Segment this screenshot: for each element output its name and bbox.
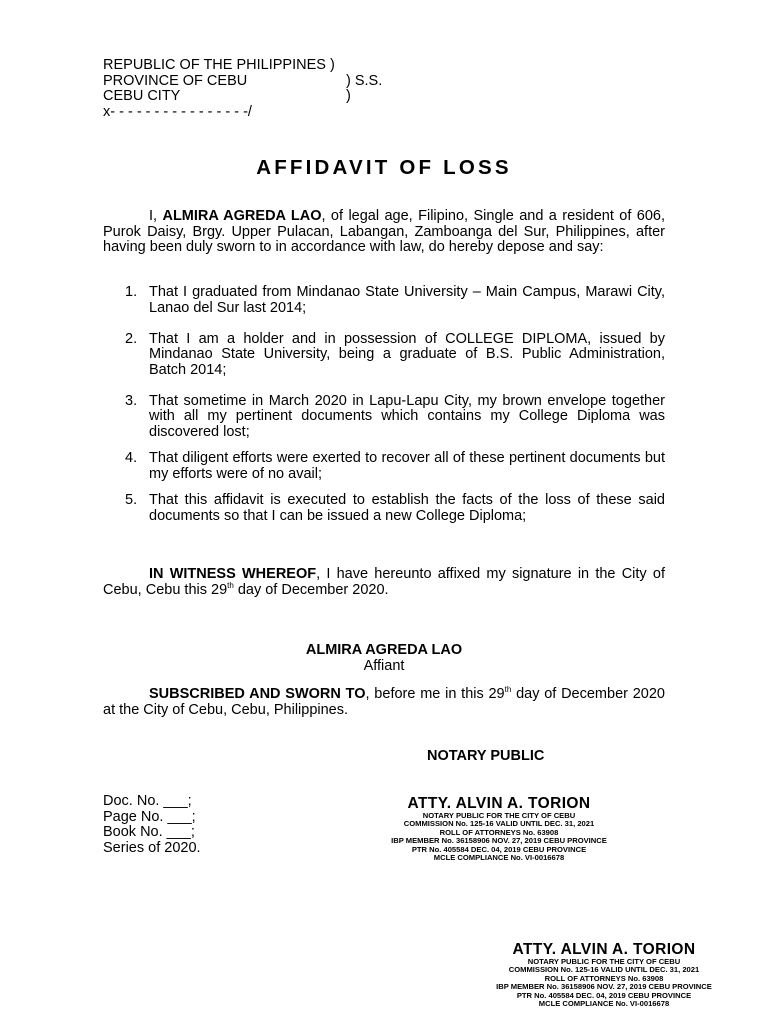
intro-paragraph: I, ALMIRA AGREDA LAO, of legal age, Filipino, Single and a resident of 606, Purok Daisy, Brgy. Upper Pulacan, Labangan, Zamboanga del Sur, Philippines, after having been duly sworn to in accordance with law, do hereby depose and say: bbox=[103, 208, 665, 255]
page-number: Page No. ___; bbox=[103, 808, 196, 825]
numbered-statements bbox=[103, 285, 665, 540]
affiant-signature-block bbox=[300, 643, 468, 674]
doc-number: Doc. No. ___; bbox=[103, 793, 192, 809]
venue-separator: x- - - - - - - - - - - - - - - -/ bbox=[103, 103, 252, 120]
venue-province: PROVINCE OF CEBU ) S.S. bbox=[103, 72, 383, 89]
notary-signature-block bbox=[363, 795, 635, 862]
statement-item: 3. That sometime in March 2020 in Lapu-Lapu City, my brown envelope together with all my pertinent documents which contains my College Diploma was discovered lost; bbox=[125, 392, 665, 440]
notary-detail-line: IBP MEMBER No. 36158906 NOV. 27, 2019 CEBU PROVINCE bbox=[391, 836, 607, 846]
book-number: Book No. ___; bbox=[103, 824, 195, 840]
notary-public-label: NOTARY PUBLIC bbox=[427, 748, 545, 764]
notary-name: ATTY. ALVIN A. TORION bbox=[407, 795, 591, 812]
notary-detail-line: IBP MEMBER No. 36158906 NOV. 27, 2019 CEBU PROVINCE bbox=[496, 982, 712, 992]
notary-detail-line: NOTARY PUBLIC FOR THE CITY OF CEBU bbox=[527, 957, 681, 966]
notary-detail-line: PTR No. 405584 DEC. 04, 2019 CEBU PROVINCE bbox=[516, 990, 692, 1000]
venue-block bbox=[103, 57, 383, 120]
notary-detail-line: MCLE COMPLIANCE No. VI-0016678 bbox=[538, 999, 670, 1009]
affiant-name: ALMIRA AGREDA LAO bbox=[305, 642, 463, 658]
affiant-role: Affiant bbox=[363, 657, 405, 674]
notary-detail-line: NOTARY PUBLIC FOR THE CITY OF CEBU bbox=[422, 811, 576, 820]
notary-detail-line: ROLL OF ATTORNEYS No. 63908 bbox=[544, 973, 664, 983]
notary-detail-line: COMMISSION No. 125-16 VALID UNTIL DEC. 31, 2021 bbox=[403, 819, 595, 829]
statement-item: 2. That I am a holder and in possession of COLLEGE DIPLOMA, issued by Mindanao State University, being a graduate of B.S. Public Administration, Batch 2014; bbox=[125, 330, 665, 378]
affiant-name-inline: ALMIRA AGREDA LAO bbox=[162, 208, 322, 224]
notary-detail-line: MCLE COMPLIANCE No. VI-0016678 bbox=[433, 853, 565, 863]
document-title: AFFIDAVIT OF LOSS bbox=[256, 156, 512, 179]
notary-signature-block-duplicate bbox=[470, 941, 738, 1008]
notary-detail-line: ROLL OF ATTORNEYS No. 63908 bbox=[439, 827, 559, 837]
jurat-paragraph: SUBSCRIBED AND SWORN TO, before me in this 29th day of December 2020 at the City of Cebu, Cebu, Philippines. bbox=[103, 685, 665, 718]
statement-item: 4. That diligent efforts were exerted to recover all of these pertinent documents but my efforts were of no avail; bbox=[125, 450, 665, 482]
venue-republic: REPUBLIC OF THE PHILIPPINES ) bbox=[103, 57, 335, 73]
venue-city: CEBU CITY ) bbox=[103, 88, 351, 104]
series-year: Series of 2020. bbox=[103, 839, 201, 856]
statement-item: 5. That this affidavit is executed to establish the facts of the loss of these said documents so that I can be issued a new College Diploma; bbox=[125, 492, 665, 524]
witness-paragraph: IN WITNESS WHEREOF, I have hereunto affixed my signature in the City of Cebu, Cebu this 29th day of December 2020. bbox=[103, 566, 665, 598]
notary-detail-line: PTR No. 405584 DEC. 04, 2019 CEBU PROVINCE bbox=[411, 844, 587, 854]
statement-item: 1. That I graduated from Mindanao State University – Main Campus, Marawi City, Lanao del Sur last 2014; bbox=[125, 284, 665, 316]
notary-name: ATTY. ALVIN A. TORION bbox=[512, 941, 696, 958]
notarial-register-info bbox=[103, 794, 201, 856]
notary-detail-line: COMMISSION No. 125-16 VALID UNTIL DEC. 31, 2021 bbox=[508, 965, 700, 975]
